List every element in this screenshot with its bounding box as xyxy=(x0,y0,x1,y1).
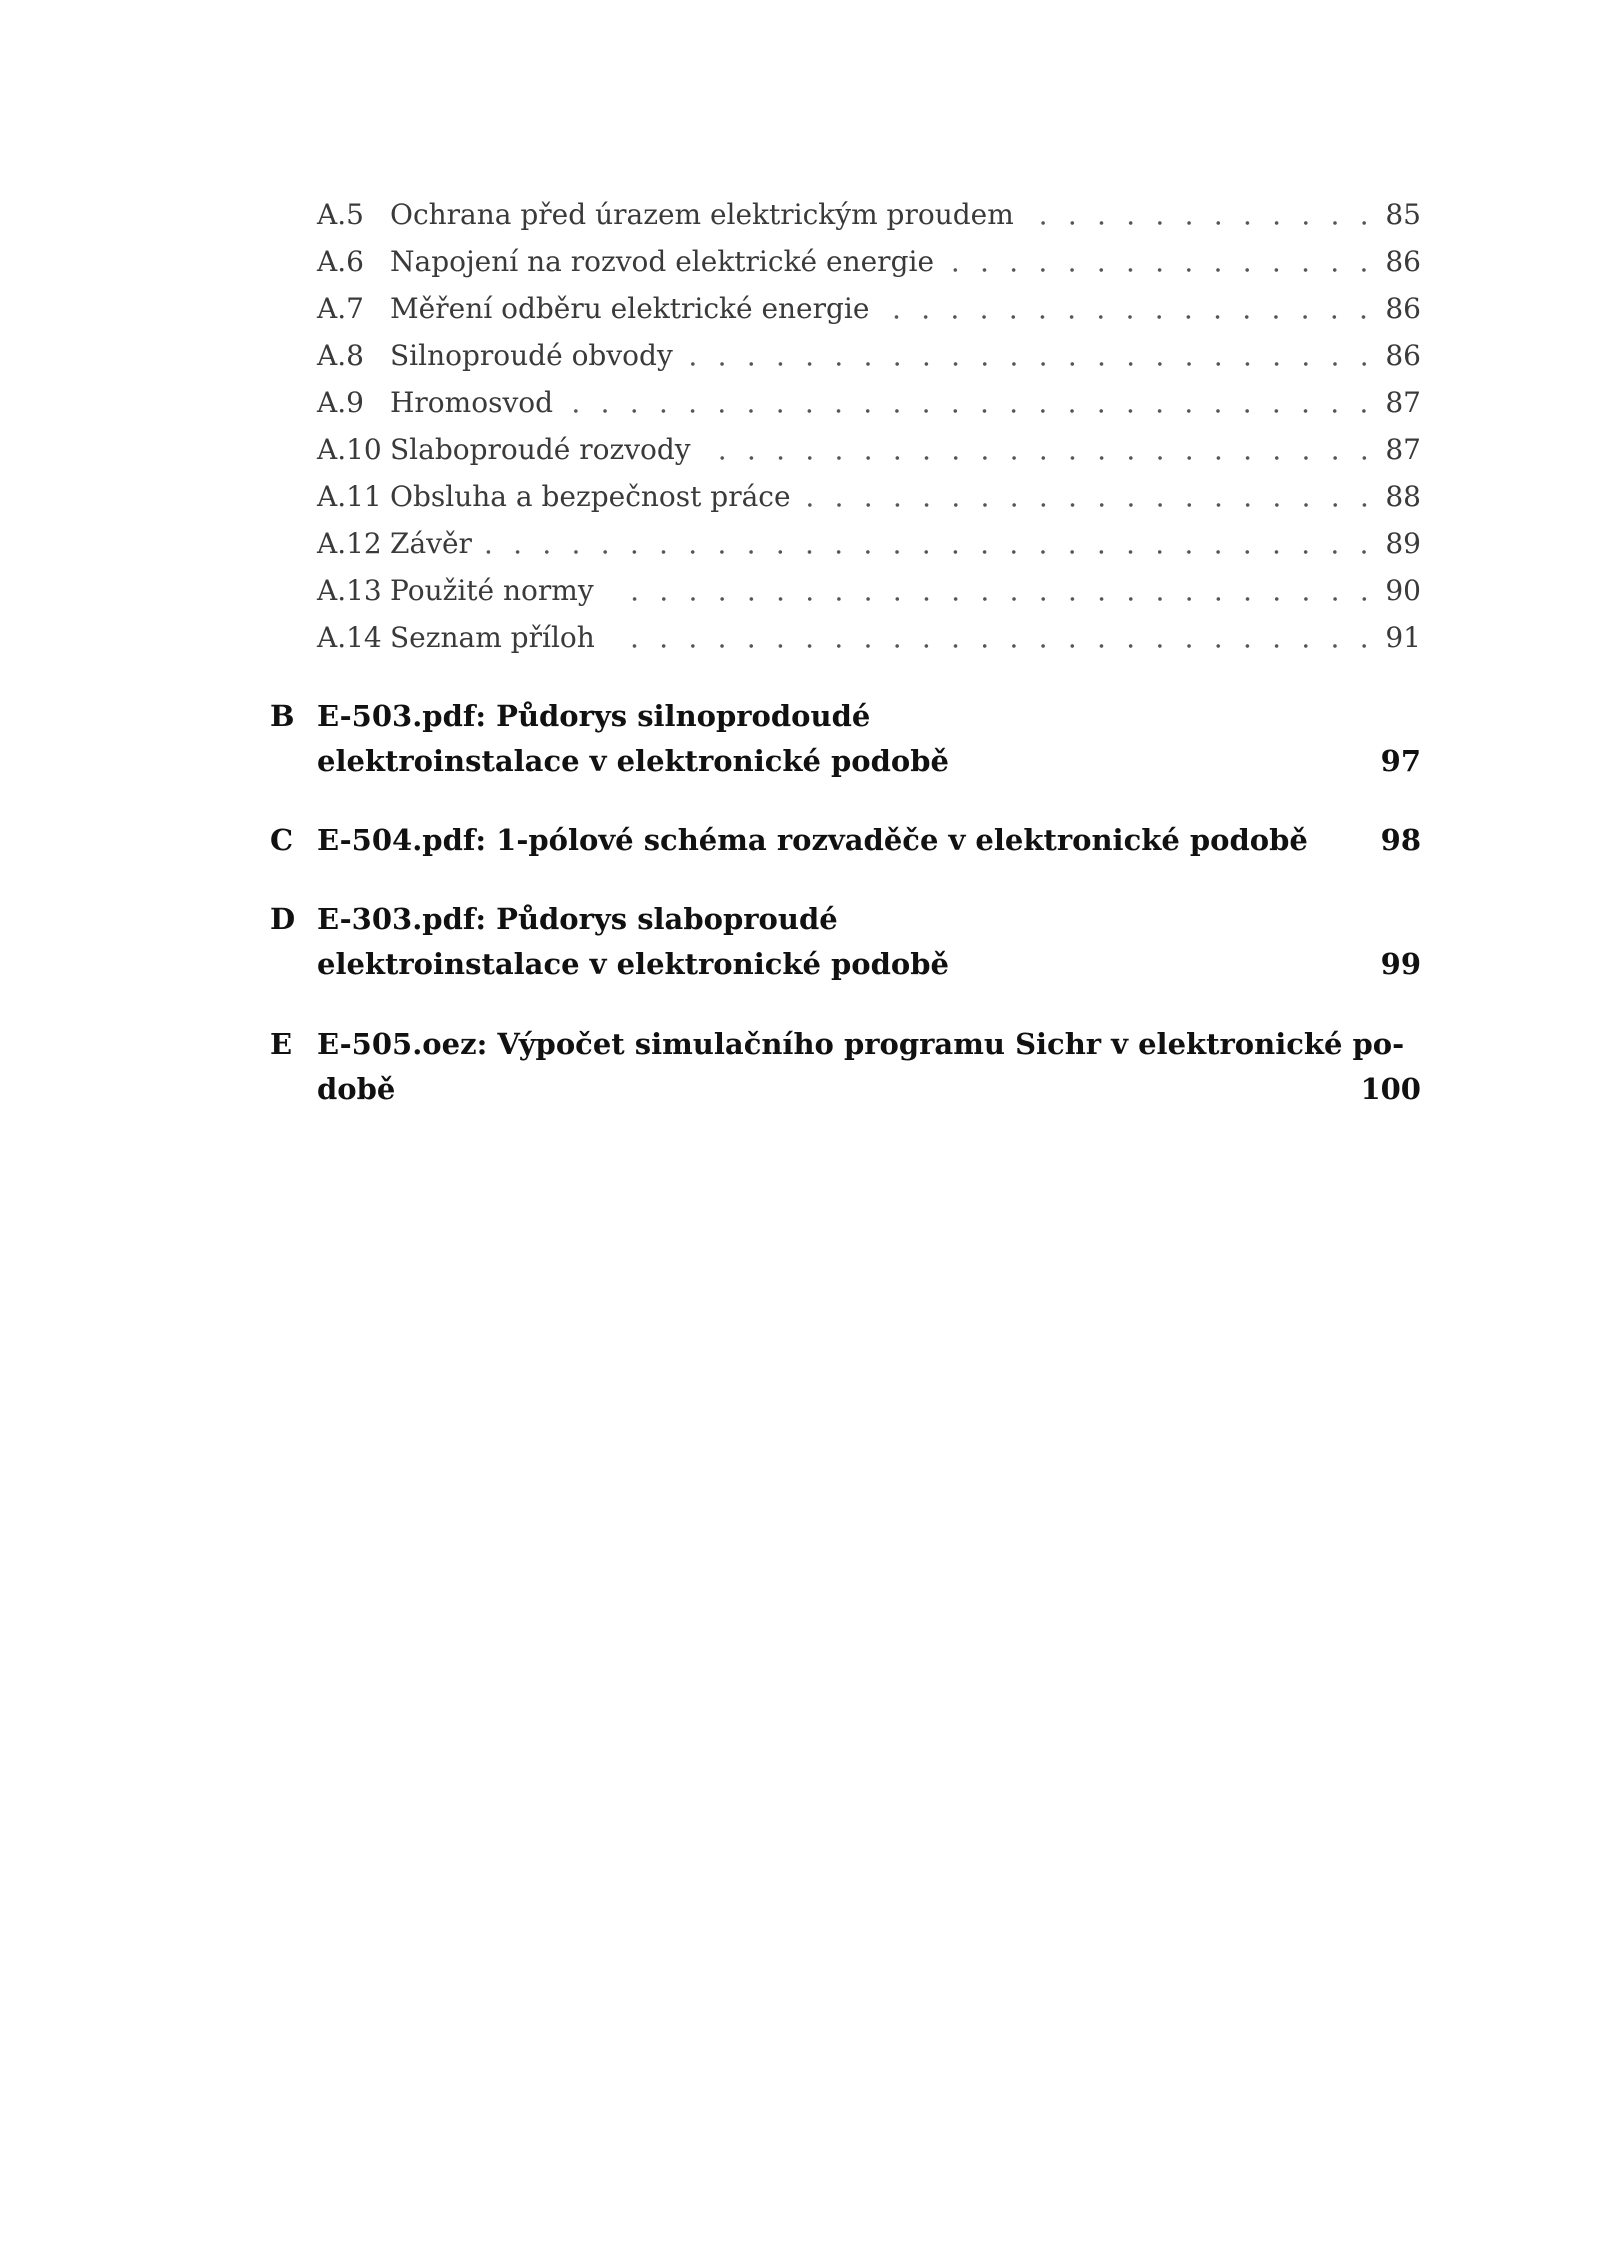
page-number: 85 xyxy=(1385,198,1421,231)
appendix-title-line: E-303.pdf: Půdorys slaboproudé xyxy=(317,902,838,936)
appendix-entry-c[interactable] xyxy=(270,818,1421,863)
page-number: 97 xyxy=(1380,744,1421,778)
page-number: 86 xyxy=(1385,339,1421,372)
section-number: A.7 xyxy=(317,292,364,325)
dot-leader xyxy=(687,336,1386,376)
section-number: A.14 xyxy=(317,621,382,654)
section-number: A.11 xyxy=(317,480,382,513)
section-number: A.8 xyxy=(317,339,364,372)
toc-entry[interactable] xyxy=(317,618,1421,658)
appendix-letter: B xyxy=(270,699,295,733)
toc-entry[interactable] xyxy=(317,242,1421,282)
appendix-entry-d[interactable] xyxy=(270,897,1421,987)
section-title: Ochrana před úrazem elektrickým proudem xyxy=(390,198,1014,231)
appendix-title-line: E-505.oez: Výpočet simulačního programu Sichr v elektronické po- xyxy=(317,1027,1405,1061)
page-number: 91 xyxy=(1385,621,1421,654)
toc-entry[interactable] xyxy=(317,524,1421,564)
page-number: 98 xyxy=(1380,823,1421,857)
dot-leader xyxy=(486,524,1385,564)
page-number: 87 xyxy=(1385,386,1421,419)
dot-leader xyxy=(805,477,1386,517)
section-title: Použité normy xyxy=(390,574,594,607)
section-number: A.10 xyxy=(317,433,382,466)
section-title: Obsluha a bezpečnost práce xyxy=(390,480,791,513)
appendix-letter: D xyxy=(270,902,296,936)
section-number: A.5 xyxy=(317,198,364,231)
dot-leader xyxy=(567,383,1385,423)
appendix-title-line: E-503.pdf: Půdorys silnoprodoudé xyxy=(317,699,871,733)
section-title: Měření odběru elektrické energie xyxy=(390,292,870,325)
toc-entry[interactable] xyxy=(317,383,1421,423)
appendix-title-line: E-504.pdf: 1-pólové schéma rozvaděče v elektronické podobě xyxy=(317,823,1308,857)
page-number: 99 xyxy=(1380,947,1421,981)
dot-leader xyxy=(608,571,1386,611)
page-number: 88 xyxy=(1385,480,1421,513)
appendix-entry-b[interactable] xyxy=(270,694,1421,784)
page-number: 86 xyxy=(1385,292,1421,325)
toc-entry[interactable] xyxy=(317,430,1421,470)
dot-leader xyxy=(948,242,1385,282)
dot-leader xyxy=(1028,195,1386,235)
toc-entry[interactable] xyxy=(317,477,1421,517)
page-number: 86 xyxy=(1385,245,1421,278)
appendix-entry-e[interactable] xyxy=(270,1022,1421,1112)
dot-leader xyxy=(609,618,1386,658)
section-number: A.13 xyxy=(317,574,382,607)
appendix-title-line: elektroinstalace v elektronické podobě xyxy=(317,947,949,981)
appendix-title-line: elektroinstalace v elektronické podobě xyxy=(317,744,949,778)
toc-entry[interactable] xyxy=(317,195,1421,235)
section-number: A.12 xyxy=(317,527,382,560)
page-number: 90 xyxy=(1385,574,1421,607)
page-number: 100 xyxy=(1360,1072,1421,1106)
section-title: Napojení na rozvod elektrické energie xyxy=(390,245,935,278)
section-number: A.6 xyxy=(317,245,364,278)
dot-leader xyxy=(705,430,1386,470)
section-title: Závěr xyxy=(390,527,472,560)
section-title: Hromosvod xyxy=(390,386,554,419)
section-title: Slaboproudé rozvody xyxy=(390,433,691,466)
page-number: 89 xyxy=(1385,527,1421,560)
section-number: A.9 xyxy=(317,386,364,419)
toc-entry[interactable] xyxy=(317,571,1421,611)
section-title: Silnoproudé obvody xyxy=(390,339,673,372)
toc-entry[interactable] xyxy=(317,289,1421,329)
toc-entry[interactable] xyxy=(317,336,1421,376)
appendix-letter: C xyxy=(270,823,294,857)
appendix-letter: E xyxy=(270,1027,293,1061)
section-title: Seznam příloh xyxy=(390,621,595,654)
appendix-title-line: době xyxy=(317,1072,396,1106)
dot-leader xyxy=(883,289,1385,329)
page-number: 87 xyxy=(1385,433,1421,466)
